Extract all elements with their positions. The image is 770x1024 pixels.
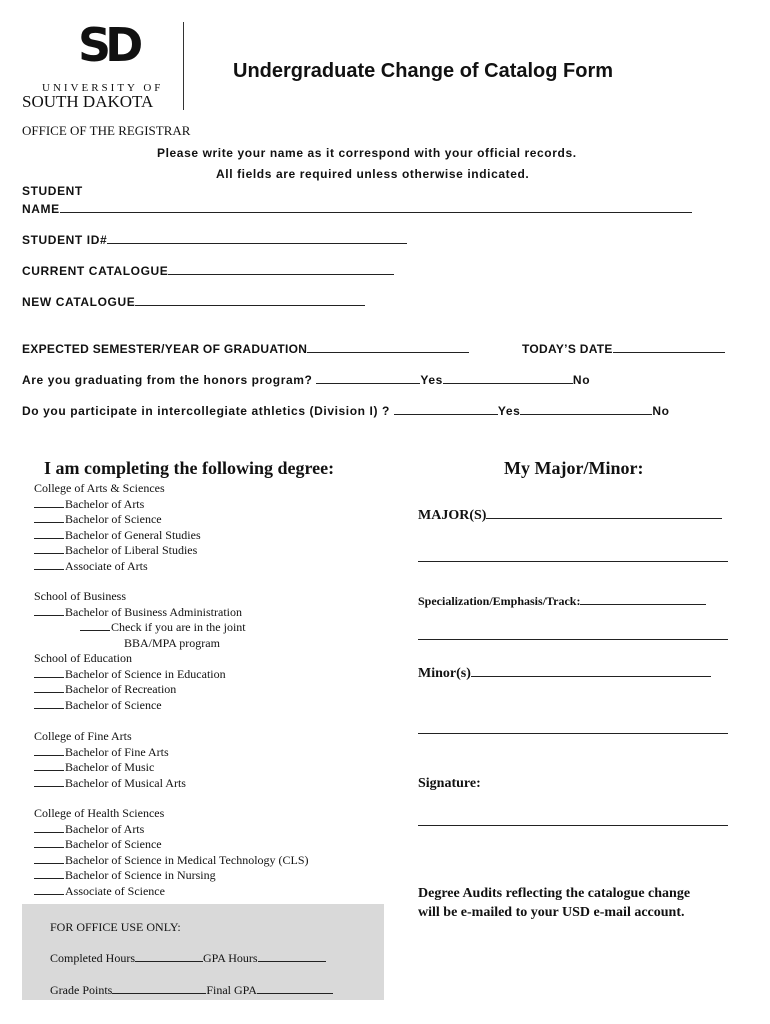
gpa-hours-input[interactable] — [258, 951, 326, 962]
degree-option[interactable]: Associate of Arts — [34, 559, 201, 575]
honors-row — [22, 371, 590, 387]
grade-points-input[interactable] — [112, 983, 206, 994]
degree-option[interactable]: Bachelor of Liberal Studies — [34, 543, 201, 559]
degree-group-health-sciences — [34, 806, 309, 900]
student-name-field-row — [22, 200, 692, 216]
office-hours-row — [50, 951, 326, 966]
degree-option[interactable]: Bachelor of Arts — [34, 822, 309, 838]
expected-graduation-label: EXPECTED SEMESTER/YEAR OF GRADUATION — [22, 342, 308, 356]
logo-monogram: SD — [78, 18, 138, 72]
minor-input-line-2[interactable] — [418, 733, 728, 734]
degree-option[interactable]: Bachelor of Business Administration — [34, 605, 246, 621]
degree-option[interactable]: Bachelor of Fine Arts — [34, 745, 186, 761]
degree-option[interactable]: Bachelor of Science in Education — [34, 667, 226, 683]
athletics-question: Do you participate in intercollegiate athletics (Division I) ? — [22, 404, 390, 418]
student-id-input[interactable] — [107, 231, 407, 244]
honors-yes-blank[interactable] — [316, 371, 420, 384]
signature-label: Signature: — [418, 776, 481, 791]
current-catalogue-label: CURRENT CATALOGUE — [22, 264, 169, 278]
degree-group-fine-arts — [34, 729, 186, 791]
office-grade-row — [50, 983, 333, 998]
gpa-hours-label: GPA Hours — [203, 951, 258, 965]
degree-heading: I am completing the following degree: — [44, 458, 335, 478]
specialization-label: Specialization/Emphasis/Track: — [418, 594, 581, 608]
degree-option[interactable]: Bachelor of Musical Arts — [34, 776, 186, 792]
athletics-no-blank[interactable] — [520, 402, 652, 415]
office-use-box — [22, 904, 384, 1000]
minor-label: Minor(s) — [418, 666, 471, 681]
school-name: School of Education — [34, 651, 132, 665]
major-label: MAJOR(S) — [418, 508, 487, 523]
instruction-official-records: Please write your name as it correspond with your official records. — [157, 146, 577, 160]
degree-option[interactable]: Bachelor of Science — [34, 512, 201, 528]
logo-south-dakota: SOUTH DAKOTA — [22, 92, 154, 111]
audit-note-line-1: Degree Audits reflecting the catalogue change — [418, 886, 691, 901]
current-catalogue-input[interactable] — [168, 262, 394, 275]
honors-no-blank[interactable] — [443, 371, 573, 384]
honors-yes-label: Yes — [420, 373, 443, 387]
degree-option[interactable]: Bachelor of General Studies — [34, 528, 201, 544]
logo-divider — [183, 22, 184, 110]
office-of-registrar: OFFICE OF THE REGISTRAR — [22, 123, 191, 138]
grade-points-label: Grade Points — [50, 983, 113, 997]
todays-date-input[interactable] — [613, 340, 725, 353]
degree-option[interactable]: Bachelor of Science in Medical Technology (CLS) — [34, 853, 309, 869]
specialization-row — [418, 592, 706, 609]
major-input-line-2[interactable] — [418, 561, 728, 562]
major-row — [418, 506, 722, 524]
degree-group-education — [34, 651, 226, 713]
degree-option[interactable]: Bachelor of Arts — [34, 497, 201, 513]
new-catalogue-input[interactable] — [135, 293, 365, 306]
school-name: College of Fine Arts — [34, 729, 132, 743]
completed-hours-label: Completed Hours — [50, 951, 135, 965]
student-name-label-top: STUDENT — [22, 184, 83, 198]
school-name: College of Health Sciences — [34, 806, 165, 820]
degree-option[interactable]: Bachelor of Science in Nursing — [34, 868, 309, 884]
degree-group-business — [34, 589, 246, 651]
major-minor-heading: My Major/Minor: — [504, 458, 644, 478]
office-use-heading: FOR OFFICE USE ONLY: — [50, 920, 181, 934]
honors-question: Are you graduating from the honors program? — [22, 373, 313, 387]
athletics-row — [22, 402, 670, 418]
degree-option[interactable]: Associate of Science — [34, 884, 309, 900]
minor-row — [418, 664, 711, 682]
joint-program-name: BBA/MPA program — [124, 635, 220, 650]
degree-option[interactable]: Bachelor of Science — [34, 837, 309, 853]
final-gpa-input[interactable] — [257, 983, 333, 994]
degree-option[interactable]: Bachelor of Music — [34, 760, 186, 776]
signature-input[interactable] — [418, 825, 728, 826]
degree-option[interactable]: Bachelor of Science — [34, 698, 226, 714]
final-gpa-label: Final GPA — [206, 983, 257, 997]
current-catalogue-row — [22, 262, 394, 278]
todays-date-label: TODAY’S DATE — [522, 342, 613, 356]
joint-program-check[interactable]: Check if you are in the joint — [34, 620, 246, 636]
todays-date-row — [522, 340, 725, 356]
logo-university-of: UNIVERSITY OF — [42, 82, 164, 94]
new-catalogue-label: NEW CATALOGUE — [22, 295, 136, 309]
audit-note-line-2: will be e-mailed to your USD e-mail account. — [418, 905, 685, 920]
student-id-row — [22, 231, 407, 247]
school-name: College of Arts & Sciences — [34, 481, 165, 495]
specialization-input[interactable] — [580, 592, 706, 605]
athletics-yes-blank[interactable] — [394, 402, 498, 415]
honors-no-label: No — [572, 373, 591, 387]
minor-input[interactable] — [471, 664, 711, 677]
student-id-label: STUDENT ID# — [22, 233, 108, 247]
expected-graduation-input[interactable] — [307, 340, 469, 353]
school-name: School of Business — [34, 589, 127, 603]
completed-hours-input[interactable] — [135, 951, 203, 962]
new-catalogue-row — [22, 293, 365, 309]
degree-option[interactable]: Bachelor of Recreation — [34, 682, 226, 698]
athletics-yes-label: Yes — [497, 404, 521, 418]
athletics-no-label: No — [652, 404, 670, 418]
page-title: Undergraduate Change of Catalog Form — [233, 60, 614, 82]
major-input[interactable] — [486, 506, 722, 519]
expected-graduation-row — [22, 340, 469, 356]
instruction-all-fields: All fields are required unless otherwise indicated. — [216, 167, 530, 181]
student-name-label: NAME — [22, 202, 60, 216]
degree-group-arts-sciences — [34, 481, 201, 575]
student-name-input[interactable] — [60, 200, 692, 213]
specialization-input-line-2[interactable] — [418, 639, 728, 640]
usd-logo — [22, 18, 184, 110]
